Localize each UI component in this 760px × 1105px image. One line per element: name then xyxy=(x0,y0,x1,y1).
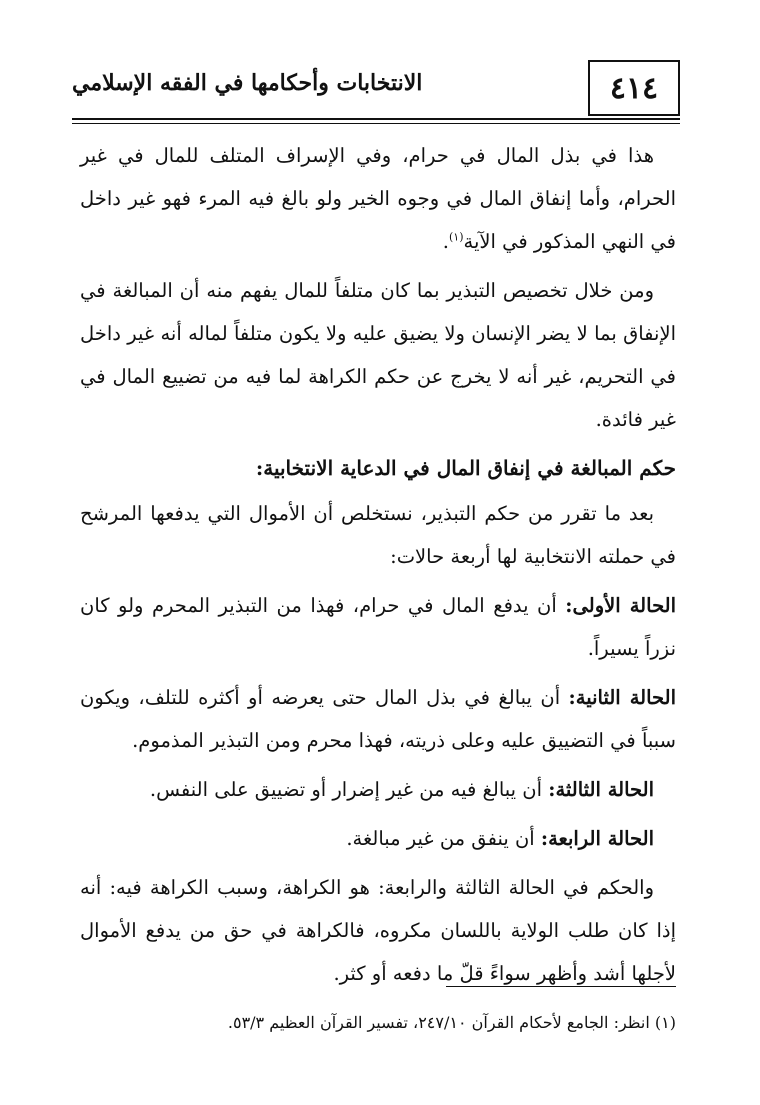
footnote-ref[interactable]: (١) xyxy=(448,230,464,244)
body-text xyxy=(80,134,676,1001)
page-header xyxy=(72,60,680,122)
footnote-separator xyxy=(446,986,676,987)
header-rule xyxy=(72,118,680,120)
paragraph-4: والحكم في الحالة الثالثة والرابعة: هو الكراهة، وسبب الكراهة فيه: أنه إذا كان طلب الولاية باللسان مكروه، فالكراهة في حق من يدفع الأموال لأجلها أشد وأظهر سواءً قلّ ما دفعه أو كثر. xyxy=(80,876,676,985)
paragraph-3: بعد ما تقرر من حكم التبذير، نستخلص أن الأموال التي يدفعها المرشح في حملته الانتخابية لها أربعة حالات: xyxy=(80,502,676,568)
case-1-label: الحالة الأولى: xyxy=(565,594,677,617)
page-number: ٤١٤ xyxy=(588,60,680,116)
case-2-text: أن يبالغ في بذل المال حتى يعرضه أو أكثره للتلف، ويكون سبباً في التضييق عليه وعلى ذريته، فهذا محرم ومن التبذير المذموم. xyxy=(80,686,676,752)
case-3-text: أن يبالغ فيه من غير إضرار أو تضييق على النفس. xyxy=(149,778,549,801)
case-1 xyxy=(80,584,676,670)
case-4-text: أن ينفق من غير مبالغة. xyxy=(346,827,541,850)
case-2 xyxy=(80,676,676,762)
case-3 xyxy=(80,768,676,811)
header-rule-thin xyxy=(72,123,680,124)
case-1-text: أن يدفع المال في حرام، فهذا من التبذير المحرم ولو كان نزراً يسيراً. xyxy=(80,594,676,660)
case-4-label: الحالة الرابعة: xyxy=(540,827,654,850)
footnote: (١) انظر: الجامع لأحكام القرآن ٢٤٧/١٠، تفسير القرآن العظيم ٥٣/٣. xyxy=(227,1013,676,1032)
case-2-label: الحالة الثانية: xyxy=(568,686,676,709)
paragraph-1 xyxy=(80,134,676,263)
paragraph-2: ومن خلال تخصيص التبذير بما كان متلفاً للمال يفهم منه أن المبالغة في الإنفاق بما لا يضر الإنسان ولا يضيق عليه ولا يكون متلفاً لماله أنه غير داخل في التحريم، غير أنه لا يخرج عن حكم الكراهة لما فيه من تضييع المال في غير فائدة. xyxy=(80,279,676,431)
section-heading: حكم المبالغة في إنفاق المال في الدعاية الانتخابية: xyxy=(255,456,676,480)
case-3-label: الحالة الثالثة: xyxy=(548,778,654,801)
paragraph-1-end: . xyxy=(442,230,449,253)
paragraph-1-text: هذا في بذل المال في حرام، وفي الإسراف المتلف للمال في غير الحرام، وأما إنفاق المال في وجوه الخير ولو بالغ فيه المرء فهو غير داخل في النهي المذكور في الآية xyxy=(80,144,676,253)
running-title: الانتخابات وأحكامها في الفقه الإسلامي xyxy=(72,70,423,96)
case-4 xyxy=(80,817,676,860)
